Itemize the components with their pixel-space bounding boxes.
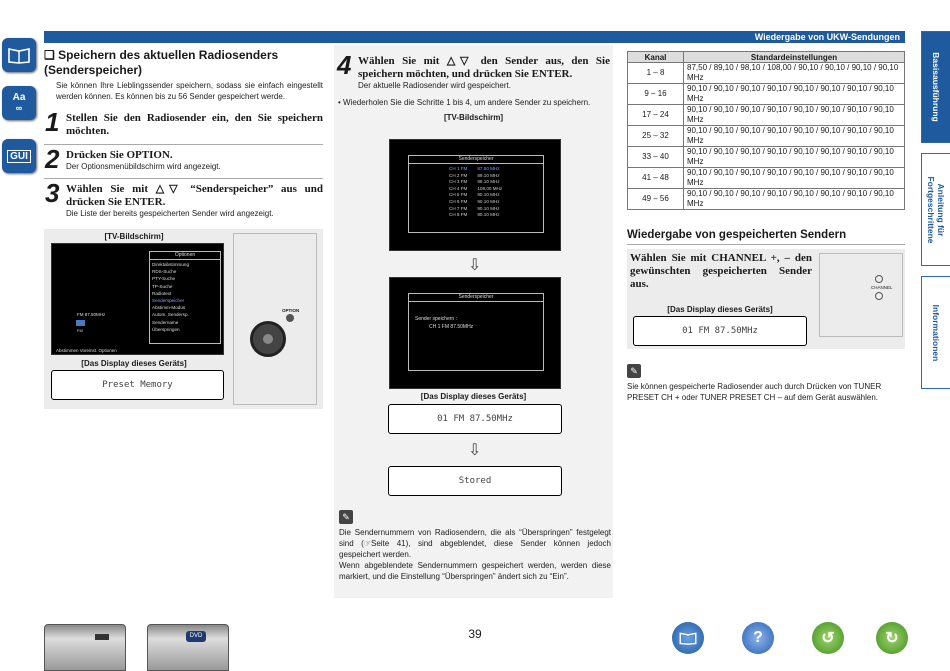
right-column	[627, 45, 905, 403]
tv2-title: Senderspeicher	[409, 294, 543, 302]
dvd-badge: DVD	[186, 631, 206, 642]
preset-frequency: 98.10 MHz	[477, 179, 500, 185]
preset-channel: CH 5 FM	[449, 192, 468, 198]
playback-instruction: Wählen Sie mit CHANNEL +, – den gewünschten gespeicherten Sender aus.	[630, 252, 812, 290]
illustration-area	[44, 229, 323, 409]
cursor-pad[interactable]	[250, 321, 286, 357]
step-3-heading: Wählen Sie mit △▽ “Senderspeicher” aus und drücken Sie ENTER.	[66, 183, 323, 208]
note-text: Die Sendernummern von Radiosendern, die als “Überspringen” festgelegt sind (☞Seite 41), sind abgeblendet, diese Sender können jedoch gespeichert werden. Wenn abgeblendete Sendernummern gespeichert werden, werden diese markiert, und die Einstellung “Überspringen” ändert sich zu “Ein”.	[339, 528, 611, 581]
preset-channel: CH 1 FM	[449, 166, 468, 171]
display-caption: [Das Display dieses Geräts]	[420, 392, 527, 401]
device-image-1[interactable]	[44, 624, 126, 671]
table-row	[628, 105, 905, 126]
step-2: 2 Drücken Sie OPTION. Der Optionsmenübildschirm wird angezeigt.	[44, 144, 323, 172]
tv-station: FM 87.50MHz	[77, 312, 106, 317]
menu-item[interactable]: Sendername	[152, 319, 179, 325]
device-display-1: 01 FM 87.50MHz	[388, 404, 562, 434]
step-2-sub: Der Optionsmenübildschirm wird angezeigt.	[66, 162, 221, 171]
step-4: 4 Wählen Sie mit △▽ den Sender aus, den Sie speichern möchten, und drücken Sie ENTER. Der aktuelle Radiosender wird gespeichert.	[337, 50, 610, 90]
help-icon[interactable]: ?	[742, 622, 774, 654]
preset-list-row[interactable]	[449, 166, 543, 173]
channel-label: CHANNEL	[871, 285, 893, 290]
preset-channel: CH 8 FM	[449, 212, 468, 218]
tv-footer: Abstimmen Voreinst. Optionen	[56, 348, 117, 353]
tv-caption: [TV-Bildschirm]	[443, 113, 504, 122]
note-icon: ✎	[339, 510, 353, 524]
table-cell-standard: 90,10 / 90,10 / 90,10 / 90,10 / 90,10 / 90,10 / 90,10 / 90,10 MHz	[684, 126, 905, 147]
table-row	[628, 189, 905, 210]
table-cell-standard: 87,50 / 89,10 / 98,10 / 108,00 / 90,10 / 90,10 / 90,10 / 90,10 MHz	[684, 63, 905, 84]
device-display: 01 FM 87.50MHz	[633, 316, 807, 346]
device-display: Preset Memory	[51, 370, 224, 400]
options-menu	[149, 251, 221, 344]
tv-caption: [TV-Bildschirm]	[104, 232, 164, 241]
table-row	[628, 84, 905, 105]
preset-list-row[interactable]	[449, 212, 543, 219]
step-4-heading: Wählen Sie mit △▽ den Sender aus, den Sie speichern möchten, und drücken Sie ENTER.	[358, 55, 610, 80]
tv-senderspeicher-list	[389, 139, 561, 251]
arrow-down-icon: ⇩	[468, 257, 482, 274]
remote-control	[233, 233, 317, 405]
table-cell-standard: 90,10 / 90,10 / 90,10 / 90,10 / 90,10 / 90,10 / 90,10 / 90,10 MHz	[684, 105, 905, 126]
preset-list-row[interactable]	[449, 173, 543, 180]
preset-list-row[interactable]	[449, 199, 543, 206]
preset-list-row[interactable]	[449, 179, 543, 186]
left-column	[44, 45, 323, 409]
preset-list-row[interactable]	[449, 186, 543, 193]
preset-frequency: 87.50 MHz	[477, 166, 500, 171]
preset-frequency: 90.10 MHz	[477, 198, 500, 204]
fm-icon	[76, 320, 85, 326]
preset-channel: CH 4 FM	[449, 185, 468, 191]
intro-text: Sie können Ihre Lieblingssender speichern, sodass sie einfach eingestellt werden können. Es können bis zu 56 Sender gespeichert werde.	[56, 81, 323, 101]
menu-item[interactable]: Abstimm-Modus	[152, 305, 186, 311]
menu-item[interactable]: PTY-Suche	[152, 276, 176, 282]
note-text: Sie können gespeicherte Radiosender auch durch Drücken von TUNER PRESET CH + oder TUNER PRESET CH – auf dem Gerät auswählen.	[627, 382, 882, 402]
table-cell-standard: 90,10 / 90,10 / 90,10 / 90,10 / 90,10 / 90,10 / 90,10 / 90,10 MHz	[684, 168, 905, 189]
remote-control	[819, 253, 903, 337]
preset-channel: CH 3 FM	[449, 179, 468, 185]
preset-channel: CH 2 FM	[449, 172, 468, 178]
table-cell-kanal: 17 – 24	[628, 105, 684, 126]
tv2-line1: Sender speichern :	[415, 316, 457, 322]
enter-button[interactable]	[263, 334, 273, 344]
device-image-2[interactable]	[147, 624, 229, 671]
channel-minus-button[interactable]	[875, 292, 883, 300]
tv1-title: Senderspeicher	[409, 156, 543, 164]
table-cell-kanal: 9 – 16	[628, 84, 684, 105]
preset-frequency: 90.10 MHz	[477, 212, 500, 218]
table-row	[628, 126, 905, 147]
table-cell-kanal: 41 – 48	[628, 168, 684, 189]
table-cell-standard: 90,10 / 90,10 / 90,10 / 90,10 / 90,10 / 90,10 / 90,10 / 90,10 MHz	[684, 147, 905, 168]
tv-screen	[51, 243, 224, 355]
table-cell-kanal: 33 – 40	[628, 147, 684, 168]
preset-channel: CH 7 FM	[449, 205, 468, 211]
step-1-heading: Stellen Sie den Radiosender ein, den Sie speichern möchten.	[66, 112, 323, 137]
display-caption: [Das Display dieses Geräts]	[81, 359, 187, 368]
arrow-down-icon: ⇩	[468, 442, 482, 459]
menu-item[interactable]: Senderspeicher	[152, 298, 185, 304]
table-cell-standard: 90,10 / 90,10 / 90,10 / 90,10 / 90,10 / 90,10 / 90,10 / 90,10 MHz	[684, 189, 905, 210]
aa-icon[interactable]: Aa ∞	[2, 86, 36, 120]
section-title: ❑ Speichern des aktuellen Radiosenders (Senderspeicher)	[44, 48, 279, 77]
table-cell-kanal: 25 – 32	[628, 126, 684, 147]
table-row	[628, 63, 905, 84]
options-menu-title: Optionen	[150, 252, 220, 260]
menu-item[interactable]: TP-Suche	[152, 283, 173, 289]
book-icon[interactable]	[2, 38, 36, 72]
header-title: Wiedergabe von UKW-Sendungen	[754, 32, 900, 42]
gui-icon[interactable]: GUI	[2, 139, 36, 173]
channel-plus-button[interactable]	[875, 275, 883, 283]
table-header-kanal: Kanal	[628, 52, 684, 63]
step-1: 1 Stellen Sie den Radiosender ein, den Sie speichern möchten.	[45, 107, 323, 137]
preset-frequency: 90.10 MHz	[477, 205, 500, 211]
menu-item[interactable]: Autom. Sendersp.	[152, 312, 189, 318]
step-3-sub: Die Liste der bereits gespeicherten Sender wird angezeigt.	[66, 209, 274, 218]
table-header-standard: Standardeinstellungen	[684, 52, 905, 63]
preset-table	[627, 51, 905, 210]
menu-item[interactable]: Direktabstimmung	[152, 262, 190, 267]
note-icon: ✎	[627, 364, 641, 378]
menu-item[interactable]: Radiotext	[152, 290, 172, 296]
tab-informationen[interactable]: Informationen	[921, 276, 950, 389]
preset-list-row[interactable]	[449, 206, 543, 213]
table-row	[628, 168, 905, 189]
tv-senderspeicher-confirm	[389, 277, 561, 389]
back-icon[interactable]: ↺	[812, 622, 844, 654]
tab-fortgeschrittene[interactable]: Anleitung für Fortgeschrittene	[921, 153, 950, 266]
preset-frequency: 108.00 MHz	[477, 185, 503, 191]
tv2-line2: CH 1 FM 87.50MHz	[429, 324, 474, 330]
forward-icon[interactable]: ↻	[876, 622, 908, 654]
tv-fm-label: FM	[77, 328, 83, 333]
option-label: OPTION	[282, 308, 300, 313]
table-cell-standard: 90,10 / 90,10 / 90,10 / 90,10 / 90,10 / 90,10 / 90,10 / 90,10 MHz	[684, 84, 905, 105]
preset-list-row[interactable]	[449, 192, 543, 199]
preset-channel: CH 6 FM	[449, 198, 468, 204]
device-display-2: Stored	[388, 466, 562, 496]
display-caption: [Das Display dieses Geräts]	[667, 305, 773, 314]
step-2-heading: Drücken Sie OPTION.	[66, 149, 173, 161]
table-cell-kanal: 49 – 56	[628, 189, 684, 210]
tab-basisausfuehrung[interactable]: Basisausführung	[921, 31, 950, 143]
option-button[interactable]	[286, 314, 294, 322]
preset-frequency: 90.10 MHz	[477, 192, 500, 198]
section-title-playback: Wiedergabe von gespeicherten Sendern	[627, 229, 905, 245]
menu-item[interactable]: Überspringen	[152, 326, 180, 332]
preset-frequency: 89.10 MHz	[477, 172, 500, 178]
page-number: 39	[468, 627, 482, 641]
bullet-repeat: • Wiederholen Sie die Schritte 1 bis 4, um andere Sender zu speichern.	[338, 98, 591, 107]
table-row	[628, 147, 905, 168]
middle-column	[334, 45, 613, 598]
table-cell-kanal: 1 – 8	[628, 63, 684, 84]
step-4-sub: Der aktuelle Radiosender wird gespeichert.	[358, 81, 511, 90]
step-3: 3 Wählen Sie mit △▽ “Senderspeicher” aus und drücken Sie ENTER. Die Liste der bereits gespeicherten Sender wird angezeigt.	[45, 178, 323, 218]
book-icon[interactable]	[672, 622, 704, 654]
playback-box	[627, 249, 905, 349]
menu-item[interactable]: RDS-Suche	[152, 269, 177, 275]
